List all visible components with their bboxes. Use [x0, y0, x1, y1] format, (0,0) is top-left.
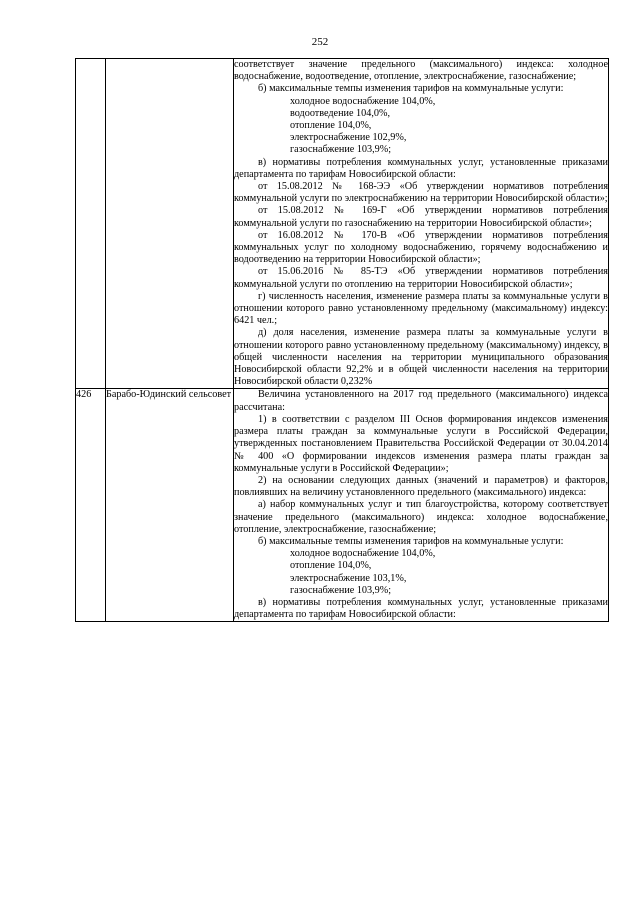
description-cell [234, 59, 609, 389]
tariff-list-item: холодное водоснабжение 104,0%, [290, 548, 436, 560]
table-row [76, 59, 609, 389]
paragraph: соответствует значение предельного (максимального) индекса: холодное водоснабжение, водоотведение, отопление, электроснабжение, газоснабжение; [234, 59, 608, 83]
tariff-list-item: газоснабжение 103,9%; [290, 584, 392, 596]
tariff-list-item: отопление 104,0%, [290, 560, 372, 572]
tariff-list-item: водоотведение 104,0%, [290, 107, 390, 119]
description-cell [234, 389, 609, 622]
paragraph: Величина установленного на 2017 год предельного (максимального) индекса рассчитана: [234, 389, 608, 413]
paragraph: а) набор коммунальных услуг и тип благоустройства, которому соответствует значение предельного (максимального) индекса: холодное водоснабжение, отопление, электроснабжение, газоснабжение; [234, 499, 608, 535]
paragraph: д) доля населения, изменение размера платы за коммунальные услуги в отношении которого равно установленному предельному (максимальному) индексу, в общей численности населения на территории муниципального образования Новосибирской области 92,2% и в общей численности населения на территории Новосибирской области 0,232% [234, 327, 608, 388]
paragraph: б) максимальные темпы изменения тарифов на коммунальные услуги: [258, 83, 564, 95]
row-number-cell [76, 59, 106, 389]
tariff-list-item: газоснабжение 103,9%; [290, 144, 392, 156]
paragraph: в) нормативы потребления коммунальных услуг, установленные приказами департамента по тарифам Новосибирской области: [234, 156, 608, 180]
paragraph: г) численность населения, изменение размера платы за коммунальные услуги в отношении которого равно установленному предельному (максимальному) индексу: 6421 чел.; [234, 290, 608, 327]
paragraph: в) нормативы потребления коммунальных услуг, установленные приказами департамента по тарифам Новосибирской области: [234, 596, 608, 621]
tariff-list-item: отопление 104,0%, [290, 120, 372, 132]
paragraph: от 16.08.2012 № 170-В «Об утверждении нормативов потребления коммунальных услуг по холодному водоснабжению, горячему водоснабжению и водоотведению на территории Новосибирской области»; [234, 229, 608, 266]
municipality-name-cell: Барабо-Юдинский сельсовет [106, 389, 234, 622]
table-row [76, 389, 609, 622]
row-number-cell: 426 [76, 389, 106, 622]
tariff-list-item: холодное водоснабжение 104,0%, [290, 95, 436, 107]
tariff-list-item: электроснабжение 103,1%, [290, 572, 407, 584]
tariff-list-item: электроснабжение 102,9%, [290, 132, 407, 144]
document-table [75, 58, 609, 622]
paragraph: б) максимальные темпы изменения тарифов на коммунальные услуги: [258, 535, 564, 547]
paragraph: от 15.06.2016 № 85-ТЭ «Об утверждении нормативов потребления коммунальной услуги по отоплению на территории Новосибирской области»; [234, 266, 608, 290]
page-number: 252 [311, 36, 329, 48]
paragraph: от 15.08.2012 № 168-ЭЭ «Об утверждении нормативов потребления коммунальной услуги по электроснабжению на территории Новосибирской области»; [234, 181, 608, 205]
municipality-name-cell [106, 59, 234, 389]
paragraph: 2) на основании следующих данных (значений и параметров) и факторов, повлиявших на величину установленного предельного (максимального) индекса: [234, 474, 608, 499]
paragraph: от 15.08.2012 № 169-Г «Об утверждении нормативов потребления коммунальной услуги по газоснабжению на территории Новосибирской области»; [234, 205, 608, 229]
paragraph: 1) в соответствии с разделом III Основ формирования индексов изменения размера платы граждан за коммунальные услуги в Российской Федерации, утвержденных постановлением Правительства Российской Федерации от 30.04.2014 № 400 «О формировании индексов изменения размера платы граждан за коммунальные услуги в Российской Федерации»; [234, 413, 608, 474]
